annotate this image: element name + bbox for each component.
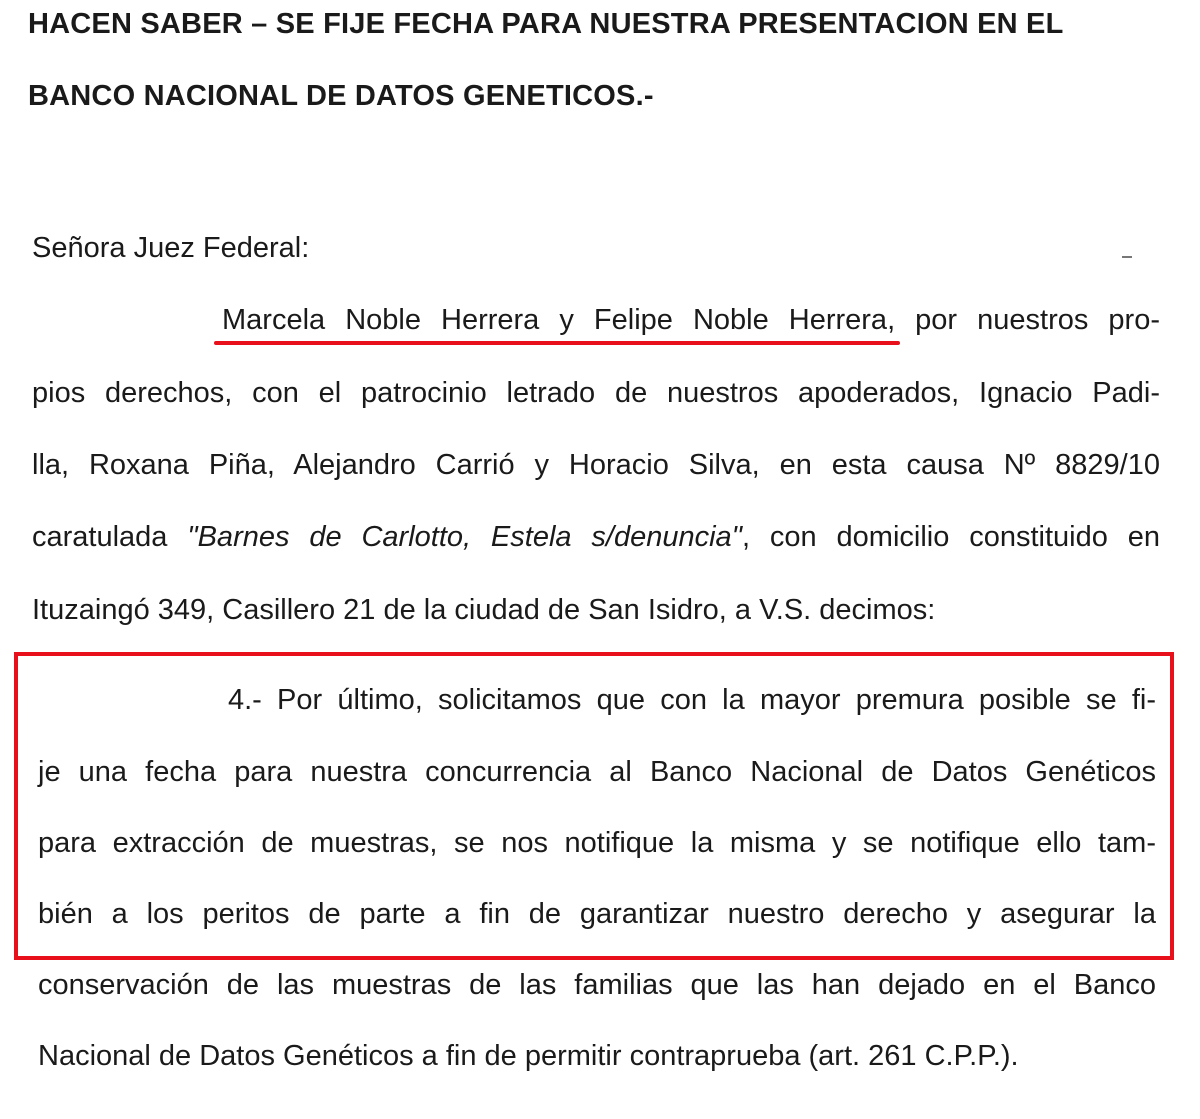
paragraph4-line5: conservación de las muestras de las familias que las han dejado en el Banco [38, 969, 1156, 1001]
heading-line-1: HACEN SABER – SE FIJE FECHA PARA NUESTRA PRESENTACION EN EL [28, 8, 1064, 40]
party-names: Marcela Noble Herrera y Felipe Noble Herrera [222, 304, 888, 336]
case-title: "Barnes de Carlotto, Estela s/denuncia" [187, 521, 742, 553]
paragraph1-line4-prefix: caratulada [32, 521, 188, 553]
paragraph1-line1-rest: , por nuestros pro- [887, 304, 1160, 336]
paragraph1-line3: lla, Roxana Piña, Alejandro Carrió y Horacio Silva, en esta causa Nº 8829/10 [32, 449, 1160, 481]
paragraph1-line5: Ituzaingó 349, Casillero 21 de la ciudad de San Isidro, a V.S. decimos: [32, 594, 936, 626]
paragraph4-line1: 4.- Por último, solicitamos que con la mayor premura posible se fi- [228, 684, 1156, 716]
paragraph1-line4-suffix: , con domicilio constituido en [741, 521, 1160, 553]
paragraph4-line3: para extracción de muestras, se nos notifique la misma y se notifique ello tam- [38, 827, 1156, 859]
paragraph4-line4: bién a los peritos de parte a fin de garantizar nuestro derecho y asegurar la [38, 898, 1156, 930]
scan-speck [1122, 256, 1132, 258]
paragraph1-line2: pios derechos, con el patrocinio letrado de nuestros apoderados, Ignacio Padi- [32, 377, 1160, 409]
heading-line-2: BANCO NACIONAL DE DATOS GENETICOS.- [28, 80, 654, 112]
paragraph1-line4 [32, 519, 1160, 555]
names-red-underline [214, 341, 900, 345]
paragraph1-line1 [222, 302, 1160, 338]
paragraph4-line2: je una fecha para nuestra concurrencia al Banco Nacional de Datos Genéticos [38, 756, 1156, 788]
salutation: Señora Juez Federal: [32, 232, 310, 264]
paragraph4-line6: Nacional de Datos Genéticos a fin de permitir contraprueba (art. 261 C.P.P.). [38, 1040, 1019, 1072]
